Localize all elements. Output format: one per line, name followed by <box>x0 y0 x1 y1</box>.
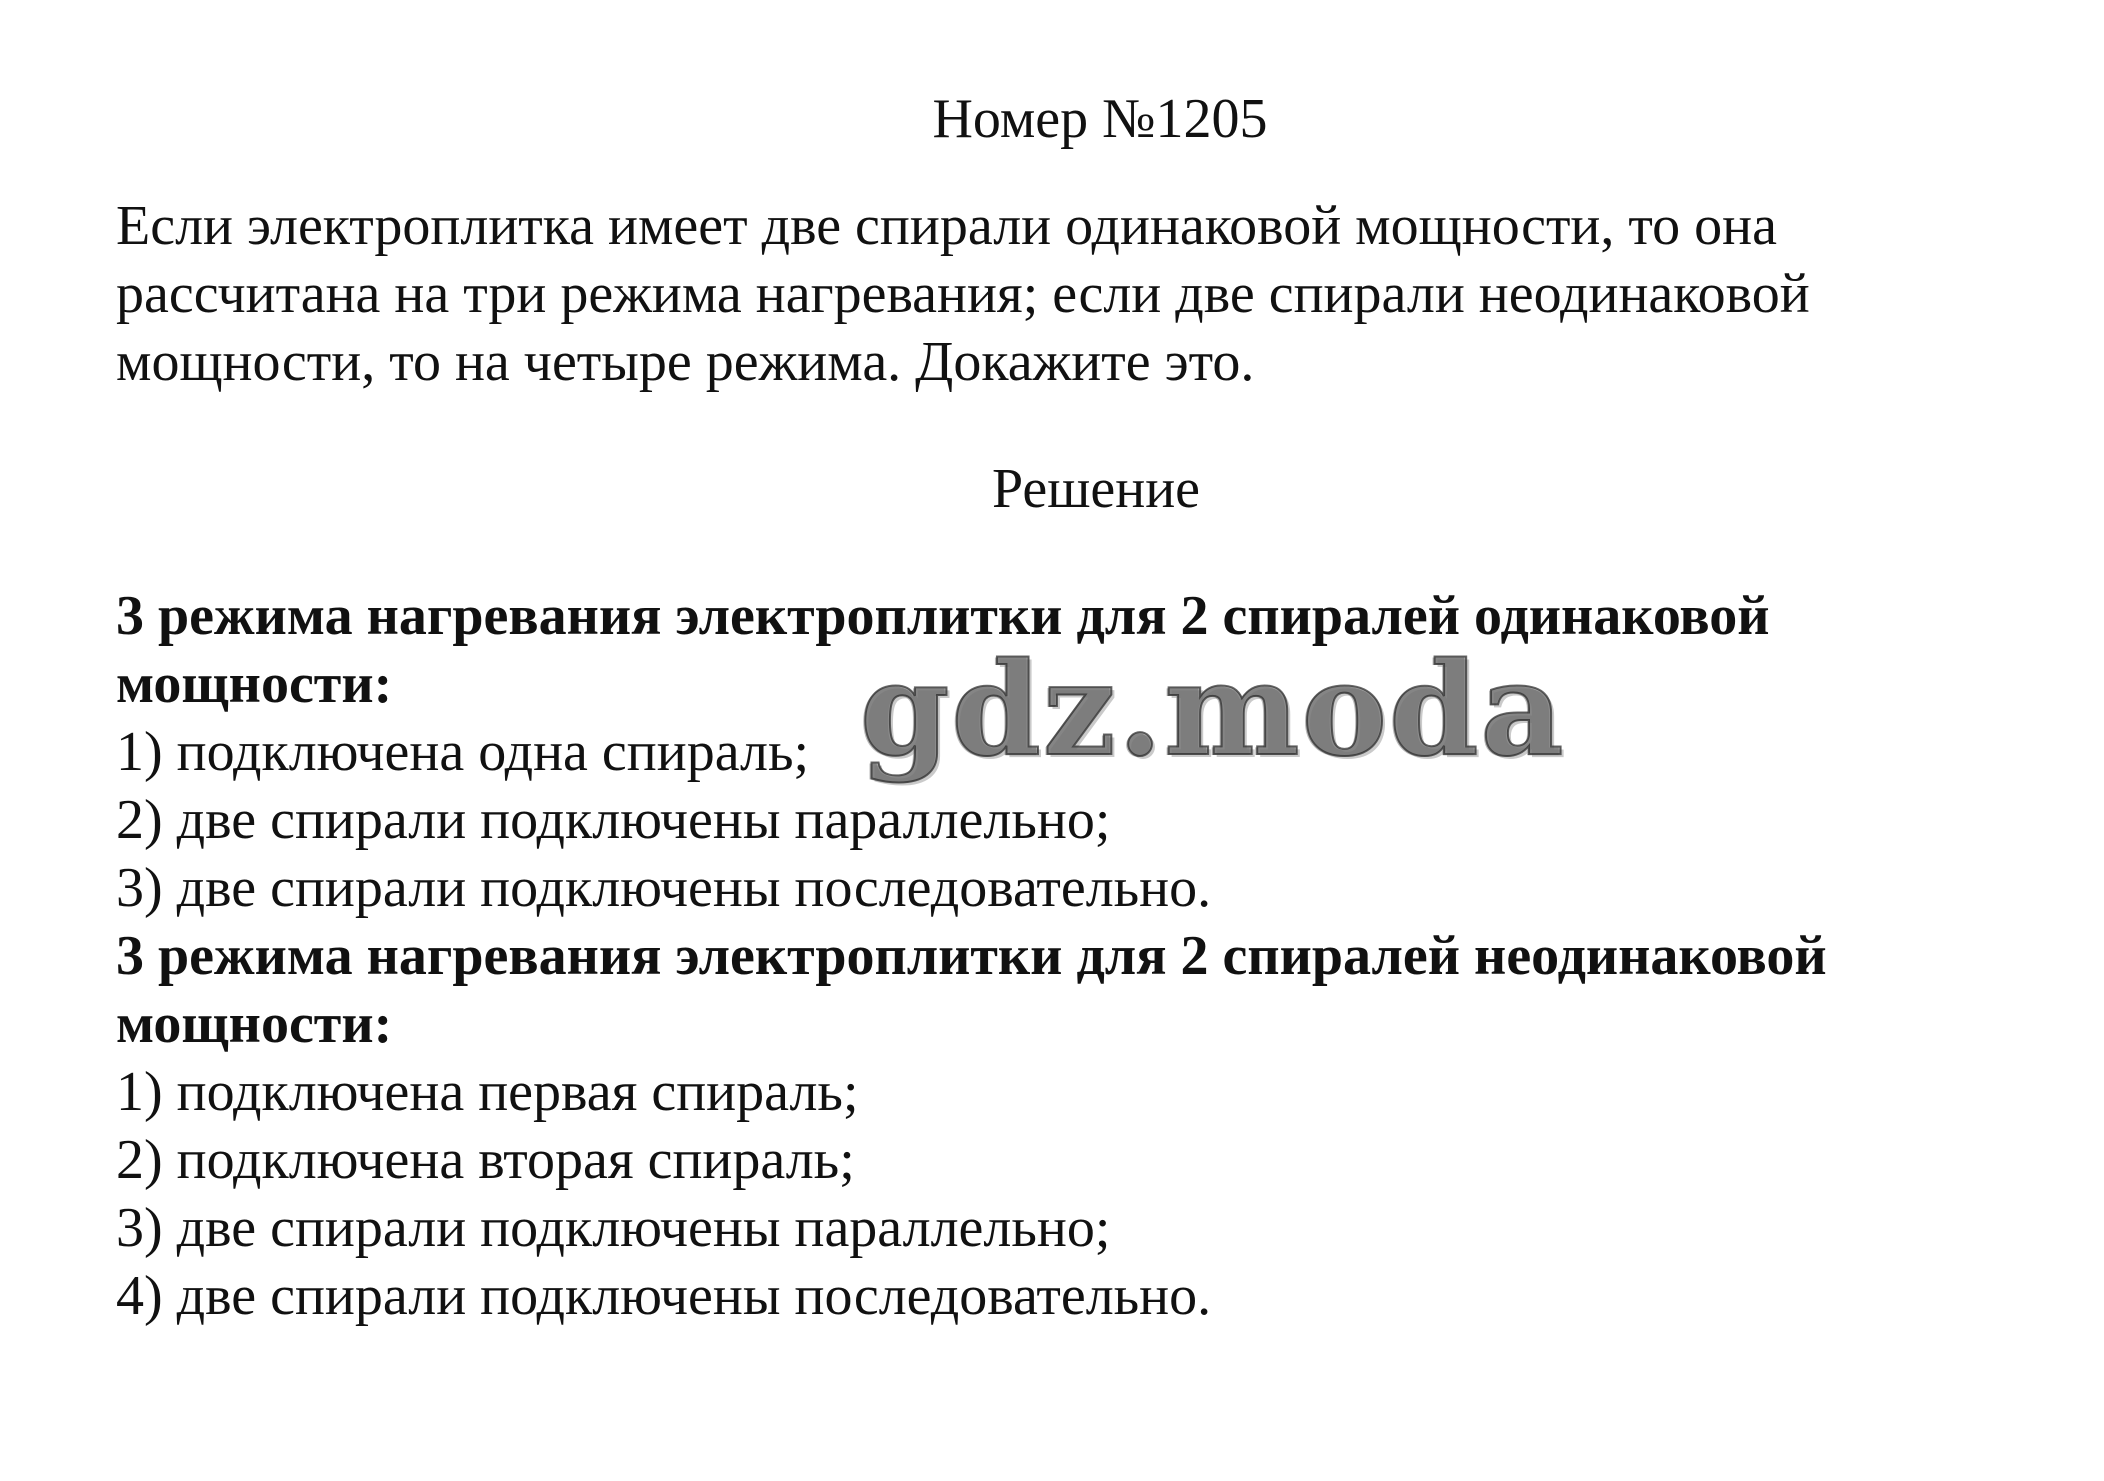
list-item: 3) две спирали подключены параллельно; <box>116 1197 1111 1259</box>
solution-heading: Решение <box>991 458 1201 520</box>
section-heading: мощности: <box>116 653 393 715</box>
list-item: 2) две спирали подключены параллельно; <box>116 789 1111 851</box>
list-item: 1) подключена одна спираль; <box>116 721 810 783</box>
condition-line: Если электроплитка имеет две спирали одинаковой мощности, то она <box>116 195 1777 257</box>
section-heading: 3 режима нагревания электроплитки для 2 спиралей одинаковой <box>116 585 1770 647</box>
list-item: 3) две спирали подключены последовательно. <box>116 857 1212 919</box>
list-item: 4) две спирали подключены последовательно. <box>116 1265 1212 1327</box>
list-item: 2) подключена вторая спираль; <box>116 1129 855 1191</box>
solution-body <box>116 582 2016 1330</box>
condition-line: мощности, то на четыре режима. Докажите это. <box>116 331 1255 393</box>
problem-condition <box>116 192 2016 396</box>
problem-title: Номер №1205 <box>932 88 1268 150</box>
list-item: 1) подключена первая спираль; <box>116 1061 859 1123</box>
section-heading: мощности: <box>116 993 393 1055</box>
condition-line: рассчитана на три режима нагревания; если две спирали неодинаковой <box>116 263 1810 325</box>
section-heading: 3 режима нагревания электроплитки для 2 спиралей неодинаковой <box>116 925 1827 987</box>
watermark-logo: gdz.moda <box>860 635 1566 785</box>
solution-section-equal-power <box>116 582 2016 922</box>
solution-section-unequal-power <box>116 922 2016 1330</box>
